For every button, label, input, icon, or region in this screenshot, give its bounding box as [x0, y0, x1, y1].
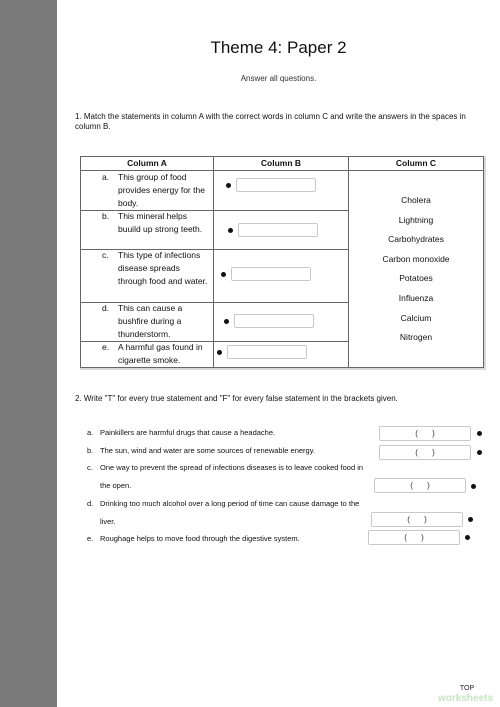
column-b-header: Column B	[214, 157, 348, 171]
word-option: Lightning	[398, 214, 434, 225]
row-letter: c.	[102, 250, 109, 260]
column-a-row-c	[81, 249, 214, 302]
item-statement: Roughage helps to move food through the digestive system.	[100, 534, 300, 543]
bracket-answer-c[interactable]: ( )	[374, 478, 466, 493]
item-statement: Drinking too much alcohol over a long period of time can cause damage to the	[100, 499, 360, 508]
word-option: Carbon monoxide	[382, 253, 450, 264]
item-statement: Painkillers are harmful drugs that cause a headache.	[100, 428, 276, 437]
bracket-answer-a[interactable]: ( )	[379, 426, 471, 441]
item-letter: e.	[87, 534, 94, 543]
bracket-answer-e[interactable]: ( )	[368, 530, 460, 545]
word-option: Carbohydrates	[388, 234, 444, 245]
item-letter: b.	[87, 446, 94, 455]
bullet-dot	[477, 450, 482, 455]
match-dot	[226, 183, 231, 188]
bracket-answer-b[interactable]: ( )	[379, 445, 471, 460]
column-a-row-b	[81, 210, 214, 249]
row-letter: d.	[102, 303, 110, 313]
bullet-dot	[477, 431, 482, 436]
row-letter: a.	[102, 172, 110, 182]
logo-top-text: TOP	[459, 685, 475, 692]
page-title: Theme 4: Paper 2	[210, 38, 347, 57]
question-2-instruction: 2. Write "T" for every true statement and "F" for every false statement in the brackets given.	[75, 394, 398, 403]
item-letter: c.	[87, 463, 93, 472]
item-letter: a.	[87, 428, 94, 437]
question-1-instruction: 1. Match the statements in column A with the correct words in column C and write the answers in the spaces in column B.	[75, 112, 466, 131]
left-margin-bar	[0, 0, 57, 707]
bullet-dot	[468, 517, 473, 522]
match-dot	[221, 272, 226, 277]
column-c-word-list	[349, 191, 483, 348]
word-option: Influenza	[398, 292, 434, 303]
answer-box-a[interactable]	[236, 178, 316, 192]
column-a-row-d	[81, 302, 214, 341]
item-statement: One way to prevent the spread of infections diseases is to leave cooked food in	[100, 463, 364, 472]
word-option: Nitrogen	[399, 332, 433, 343]
row-statement: This can cause a bushfire during a thunderstorm.	[118, 303, 183, 339]
column-c	[349, 157, 483, 367]
matching-table	[80, 156, 484, 368]
bullet-dot	[471, 484, 476, 489]
logo-bottom-text: worksheets	[438, 693, 494, 704]
row-statement: A harmful gas found in cigarette smoke.	[118, 342, 203, 365]
word-option: Cholera	[401, 195, 431, 205]
top-worksheets-logo	[438, 685, 496, 704]
answer-box-e[interactable]	[227, 345, 307, 359]
word-option: Calcium	[400, 312, 432, 323]
column-a-header: Column A	[81, 157, 213, 171]
word-option: Potatoes	[399, 273, 433, 284]
item-statement-continued: the open.	[100, 481, 132, 490]
row-letter: b.	[102, 211, 110, 221]
row-statement: This type of infections disease spreads through food and water.	[118, 250, 208, 286]
bracket-answer-d[interactable]: ( )	[371, 512, 463, 527]
answer-box-b[interactable]	[238, 223, 318, 237]
answer-box-c[interactable]	[231, 267, 311, 281]
match-dot	[224, 319, 229, 324]
row-statement: This group of food provides energy for the body.	[118, 172, 205, 208]
item-statement-continued: liver.	[100, 517, 116, 526]
match-dot	[217, 350, 222, 355]
column-a-row-a	[81, 171, 214, 210]
row-letter: e.	[102, 342, 110, 352]
item-letter: d.	[87, 499, 94, 508]
page-subtitle: Answer all questions.	[240, 74, 317, 83]
column-a-row-e	[81, 341, 214, 367]
match-dot	[228, 228, 233, 233]
answer-box-d[interactable]	[234, 314, 314, 328]
item-statement: The sun, wind and water are some sources of renewable energy.	[100, 446, 315, 455]
row-statement: This mineral helps buuild up strong teeth.	[118, 211, 203, 234]
column-c-header: Column C	[349, 157, 483, 171]
bullet-dot	[465, 535, 470, 540]
